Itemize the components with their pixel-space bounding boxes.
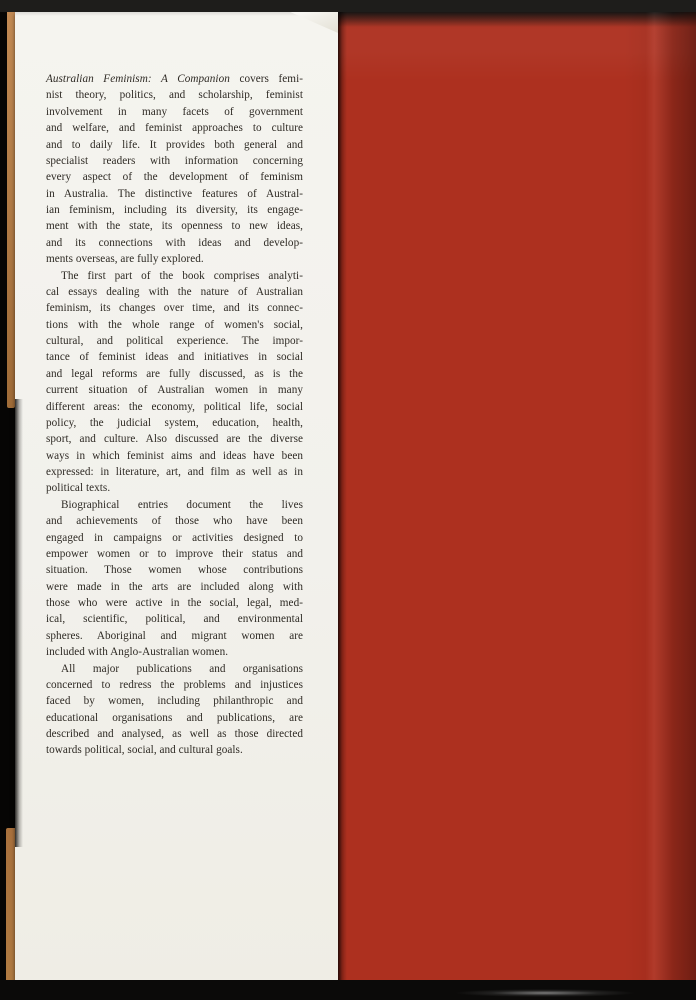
flap-text-line: described and analysed, as well as those directed (46, 728, 303, 740)
flap-text-line: engaged in campaigns or activities designed to (46, 531, 303, 544)
flap-text-line: and welfare, and feminist approaches to culture (46, 122, 303, 135)
flap-text-line: current situation of Australian women in many (46, 384, 303, 397)
flap-text-line: ical, scientific, political, and environmental (46, 613, 303, 626)
flap-text (46, 71, 303, 759)
flap-text-line: Biographical entries document the lives (61, 498, 303, 511)
flap-text-line: and legal reforms are fully discussed, as is the (46, 367, 303, 380)
board-edge-top (7, 9, 15, 408)
flap-text-line: cal essays dealing with the nature of Australian (46, 285, 303, 298)
flap-text-line: and its connections with ideas and develop- (46, 236, 303, 249)
flap-text-line: cultural, and political experience. The impor- (46, 335, 303, 347)
flap-text-line: faced by women, including philanthropic and (46, 695, 303, 708)
flap-text-line: towards political, social, and cultural goals. (46, 744, 243, 757)
flap-text-line: included with Anglo-Australian women. (46, 646, 229, 659)
flap-text-line: The first part of the book comprises analyti- (61, 269, 303, 282)
flap-text-line: situation. Those women whose contributions (46, 564, 303, 577)
flap-text-line: political texts. (46, 482, 111, 495)
flap-text-line: in Australia. The distinctive features of Austral- (46, 187, 303, 200)
book-cover-red (338, 12, 696, 980)
flap-text-line: tance of feminist ideas and initiatives in social (46, 351, 303, 364)
flap-text-line: and to daily life. It provides both general and (46, 138, 303, 151)
flap-text-line: Australian Feminism: A Companion covers femi- (46, 73, 303, 85)
flap-text-line: nist theory, politics, and scholarship, feminist (46, 89, 303, 102)
flap-corner-fold (288, 11, 338, 33)
flap-text-line: different areas: the economy, political life, social (46, 400, 303, 413)
flap-text-line: ment with the state, its openness to new ideas, (46, 220, 303, 233)
flap-text-line: ian feminism, including its diversity, its engage- (46, 204, 303, 216)
cover-right-fold-shadow (624, 12, 696, 980)
flap-text-line: specialist readers with information concerning (46, 154, 303, 167)
flap-text-line: and achievements of those who have been (46, 515, 303, 528)
flap-text-line: those who were active in the social, legal, med- (46, 597, 303, 609)
flap-text-line: were made in the arts are included along with (46, 580, 303, 593)
flap-text-line: ways in which feminist aims and ideas have been (46, 449, 303, 462)
flap-text-line: empower women or to improve their status and (46, 547, 303, 560)
flap-text-line: tions with the whole range of women's social, (46, 318, 303, 331)
photo-top-border (0, 0, 696, 12)
flap-text-line: involvement in many facets of government (46, 105, 303, 118)
flap-text-line: every aspect of the development of feminism (46, 171, 303, 184)
flap-text-line: educational organisations and publications, are (46, 711, 303, 724)
book-title-italic: Australian Feminism: A Companion (46, 73, 230, 85)
flap-text-line: expressed: in literature, art, and film as well as in (46, 466, 303, 478)
bottom-edge-highlight (455, 989, 635, 997)
flap-text-line: policy, the judicial system, education, health, (46, 416, 303, 429)
flap-text-line: spheres. Aboriginal and migrant women are (46, 629, 303, 642)
flap-text-line: ments overseas, are fully explored. (46, 253, 204, 266)
flap-text-line: sport, and culture. Also discussed are the diverse (46, 433, 303, 446)
flap-text-line: concerned to redress the problems and injustices (46, 678, 303, 691)
flap-cast-shadow (338, 12, 347, 980)
flap-left-edge-shadow (15, 399, 23, 847)
flap-text-line: feminism, its changes over time, and its connec- (46, 302, 303, 315)
jacket-flap (15, 11, 338, 984)
flap-text-line: All major publications and organisations (61, 662, 303, 675)
